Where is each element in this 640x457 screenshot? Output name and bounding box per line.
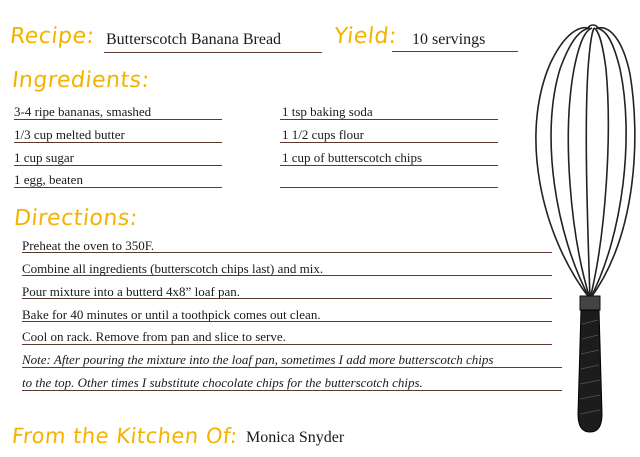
recipe-label: Recipe: <box>8 24 96 49</box>
ingredient-left-2: 1/3 cup melted butter <box>14 127 125 142</box>
direction-3: Pour mixture into a butterd 4x8” loaf pan. <box>22 284 241 299</box>
direction-rule-2 <box>22 275 552 276</box>
yield-label: Yield: <box>332 24 399 49</box>
ingredient-right-rule-4 <box>280 187 498 188</box>
direction-2: Combine all ingredients (butterscotch chips last) and mix. <box>22 261 324 276</box>
directions-label: Directions: <box>12 206 140 231</box>
note-line-2: to the top. Other times I substitute chocolate chips for the butterscotch chips. <box>22 375 423 390</box>
ingredient-right-rule-2 <box>280 142 498 143</box>
direction-1: Preheat the oven to 350F. <box>22 238 155 253</box>
ingredient-right-2: 1 1/2 cups flour <box>282 127 364 142</box>
note-line-1: Note: After pouring the mixture into the loaf pan, sometimes I add more butterscotch chips <box>22 352 494 367</box>
ingredient-right-rule-1 <box>280 119 498 120</box>
direction-4: Bake for 40 minutes or until a toothpick comes out clean. <box>22 307 321 322</box>
yield-rule <box>392 51 518 52</box>
direction-rule-5 <box>22 344 552 345</box>
direction-5: Cool on rack. Remove from pan and slice to serve. <box>22 329 286 344</box>
recipe-name: Butterscotch Banana Bread <box>106 31 282 48</box>
ingredients-label: Ingredients: <box>10 68 151 93</box>
from-kitchen-label: From the Kitchen Of: <box>10 424 239 448</box>
ingredient-right-1: 1 tsp baking soda <box>282 104 373 119</box>
ingredient-left-rule-3 <box>14 165 222 166</box>
ingredient-right-rule-3 <box>280 165 498 166</box>
ingredient-left-4: 1 egg, beaten <box>14 172 83 187</box>
ingredient-left-rule-4 <box>14 187 222 188</box>
note-rule-1 <box>22 367 562 368</box>
ingredient-left-rule-1 <box>14 119 222 120</box>
ingredient-right-3: 1 cup of butterscotch chips <box>282 150 423 165</box>
kitchen-of-name: Monica Snyder <box>246 429 345 446</box>
whisk-icon <box>520 14 640 444</box>
direction-rule-3 <box>22 298 552 299</box>
note-rule-2 <box>22 390 562 391</box>
recipe-rule <box>104 52 322 53</box>
yield-value: 10 servings <box>412 31 486 48</box>
ingredient-left-3: 1 cup sugar <box>14 150 74 165</box>
direction-rule-1 <box>22 252 552 253</box>
direction-rule-4 <box>22 321 552 322</box>
ingredient-left-rule-2 <box>14 142 222 143</box>
ingredient-left-1: 3-4 ripe bananas, smashed <box>14 104 152 119</box>
